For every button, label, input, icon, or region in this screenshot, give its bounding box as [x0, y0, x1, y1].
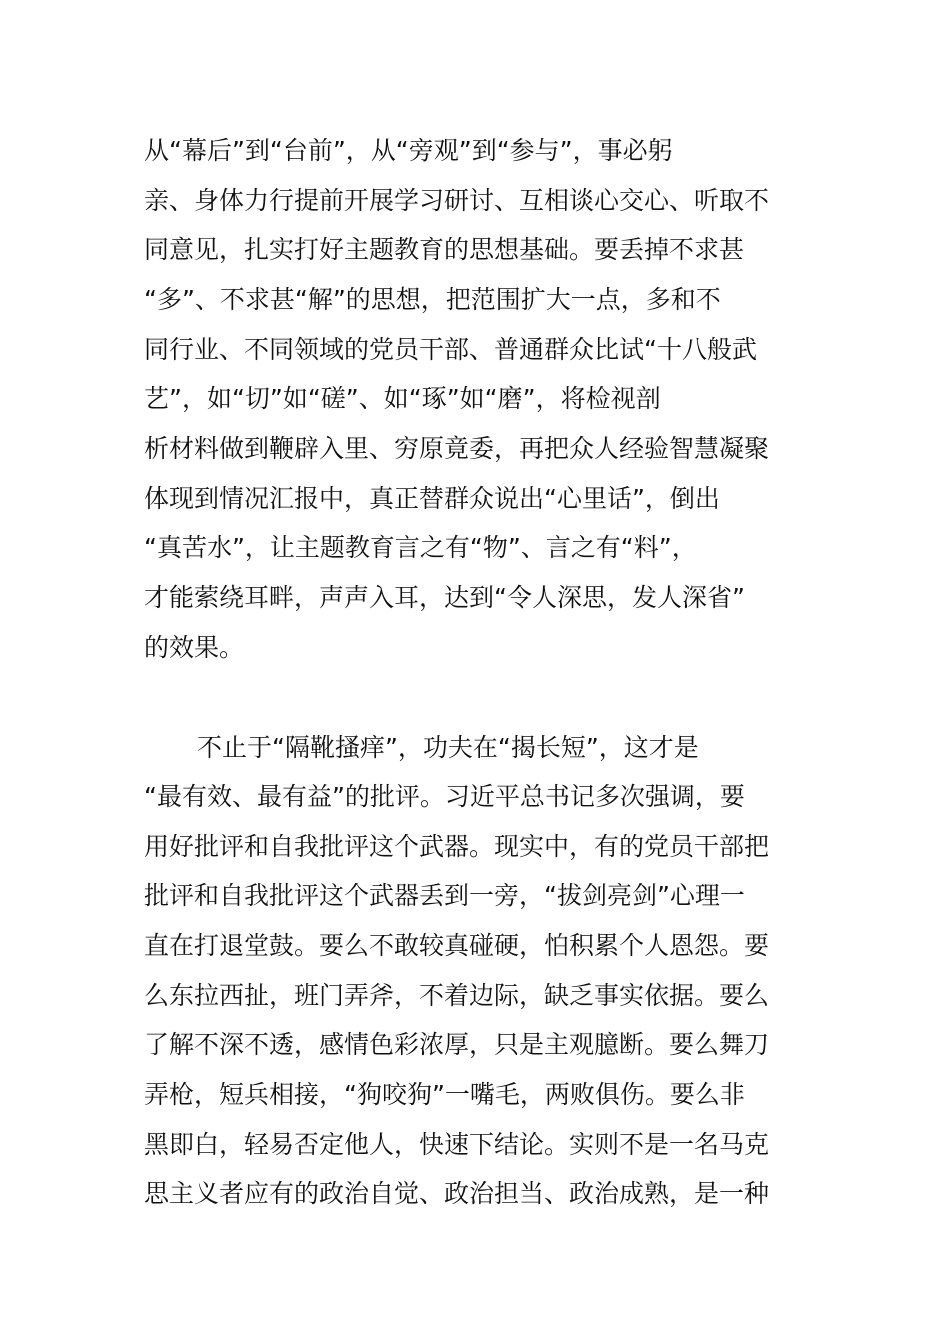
paragraph-line: 批评和自我批评这个武器丢到一旁，“拔剑亮剑”心理一 [144, 881, 745, 910]
paragraph-line: 么东拉西扯，班门弄斧，不着边际，缺乏事实依据。要么 [144, 981, 770, 1010]
paragraph-line: 同行业、不同领域的党员干部、普通群众比试“十八般武 [144, 335, 757, 364]
paragraph-line: 同意见，扎实打好主题教育的思想基础。要丢掉不求甚 [144, 235, 745, 264]
paragraph-line: 用好批评和自我批评这个武器。现实中，有的党员干部把 [144, 832, 770, 861]
paragraph-line: 的效果。 [144, 633, 245, 662]
paragraph-line: 艺”，如“切”如“磋”、如“琢”如“磨”，将检视剖 [144, 384, 661, 413]
paragraph-line: 黑即白，轻易否定他人，快速下结论。实则不是一名马克 [144, 1130, 770, 1159]
paragraph-line: 了解不深不透，感情色彩浓厚，只是主观臆断。要么舞刀 [144, 1030, 770, 1059]
paragraph-line: “多”、不求甚“解”的思想，把范围扩大一点，多和不 [144, 285, 721, 314]
paragraph-line: “最有效、最有益”的批评。习近平总书记多次强调，要 [144, 782, 745, 811]
paragraph-line: 析材料做到鞭辟入里、穷原竟委，再把众人经验智慧凝聚 [144, 434, 770, 463]
paragraph-line: 从“幕后”到“台前”，从“旁观”到“参与”，事必躬 [144, 136, 673, 165]
paragraph-line: 不止于“隔靴搔痒”，功夫在“揭长短”，这才是 [197, 733, 699, 762]
paragraph-line: 亲、身体力行提前开展学习研讨、互相谈心交心、听取不 [144, 186, 770, 215]
paragraph-line: 弄枪，短兵相接，“狗咬狗”一嘴毛，两败俱伤。要么非 [144, 1080, 745, 1109]
paragraph-line: 直在打退堂鼓。要么不敢较真碰硬，怕积累个人恩怨。要 [144, 931, 770, 960]
paragraph-line: “真苦水”，让主题教育言之有“物”、言之有“料”， [144, 533, 697, 562]
paragraph-line: 思主义者应有的政治自觉、政治担当、政治成熟，是一种 [144, 1179, 770, 1208]
paragraph-line: 体现到情况汇报中，真正替群众说出“心里话”，倒出 [144, 484, 720, 513]
paragraph-line: 才能萦绕耳畔，声声入耳，达到“令人深思，发人深省” [144, 583, 745, 612]
